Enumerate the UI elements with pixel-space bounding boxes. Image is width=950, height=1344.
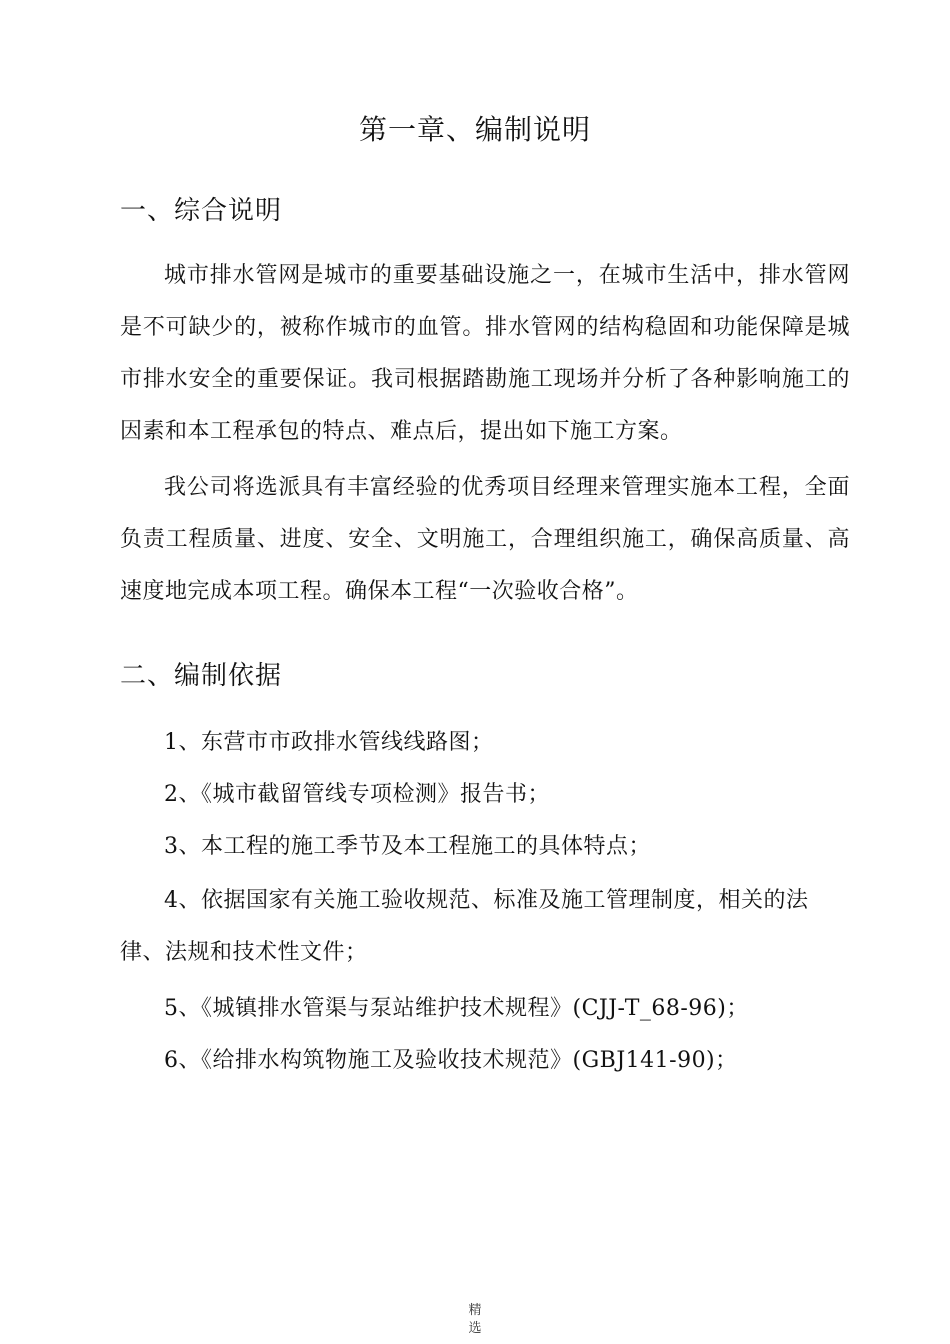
page-footer — [0, 1302, 950, 1338]
chapter-title: 第一章、编制说明 — [358, 113, 591, 146]
section-heading-overview: 一、综合说明 — [120, 196, 283, 226]
basis-item-3: 3、本工程的施工季节及本工程施工的具体特点； — [164, 834, 651, 859]
footer-line-1: 精 — [468, 1303, 482, 1318]
basis-item-1: 1、东营市市政排水管线线路图； — [164, 730, 494, 755]
basis-item-2: 2、《城市截留管线专项检测》报告书； — [164, 782, 550, 807]
basis-item-5: 5、《城镇排水管渠与泵站维护技术规程》(CJJ-T_68-96)； — [164, 996, 749, 1021]
overview-paragraph-2: 我公司将选派具有丰富经验的优秀项目经理来管理实施本工程，全面负责工程质量、进度、安全、文明施工，合理组织施工，确保高质量、高速度地完成本项工程。确保本工程“一次验收合格”。 — [120, 475, 850, 604]
footer-line-2: 选 — [468, 1321, 482, 1336]
section-heading-basis: 二、编制依据 — [120, 661, 283, 691]
basis-item-4: 4、依据国家有关施工验收规范、标准及施工管理制度，相关的法律、法规和技术性文件； — [120, 888, 809, 965]
basis-item-6: 6、《给排水构筑物施工及验收技术规范》(GBJ141-90)； — [164, 1048, 738, 1073]
overview-paragraph-1: 城市排水管网是城市的重要基础设施之一，在城市生活中，排水管网是不可缺少的，被称作城市的血管。排水管网的结构稳固和功能保障是城市排水安全的重要保证。我司根据踏勘施工现场并分析了各种影响施工的因素和本工程承包的特点、难点后，提出如下施工方案。 — [120, 263, 850, 444]
